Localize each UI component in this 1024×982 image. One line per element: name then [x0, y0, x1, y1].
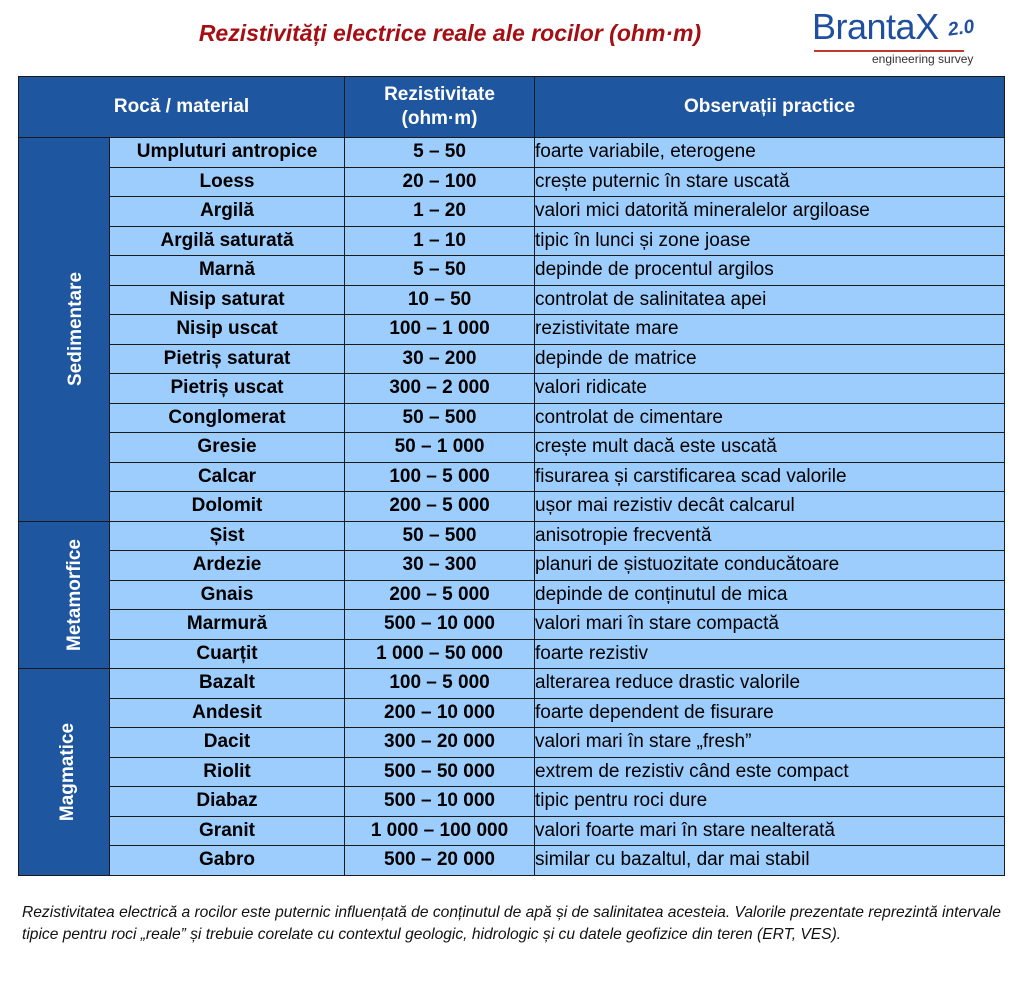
- rock-name: Gresie: [110, 433, 345, 463]
- observation-text: foarte dependent de fisurare: [535, 698, 1005, 728]
- rock-name: Bazalt: [110, 669, 345, 699]
- resistivity-range: 1 – 10: [345, 226, 535, 256]
- observation-text: valori mari în stare compactă: [535, 610, 1005, 640]
- logo-word: Branta: [812, 6, 916, 47]
- rock-name: Șist: [110, 521, 345, 551]
- logo-subtitle: engineering survey: [872, 52, 974, 66]
- rock-name: Riolit: [110, 757, 345, 787]
- table-row: [19, 138, 1005, 168]
- resistivity-range: 50 – 1 000: [345, 433, 535, 463]
- group-name: Magmatice: [57, 722, 79, 821]
- resistivity-range: 100 – 5 000: [345, 669, 535, 699]
- observation-text: depinde de matrice: [535, 344, 1005, 374]
- resistivity-range: 200 – 10 000: [345, 698, 535, 728]
- observation-text: rezistivitate mare: [535, 315, 1005, 345]
- resistivity-range: 500 – 10 000: [345, 787, 535, 817]
- resistivity-range: 30 – 300: [345, 551, 535, 581]
- rock-name: Dacit: [110, 728, 345, 758]
- group-name: Sedimentare: [65, 272, 87, 387]
- table-row: [19, 728, 1005, 758]
- table-row: [19, 285, 1005, 315]
- rock-name: Nisip uscat: [110, 315, 345, 345]
- observation-text: extrem de rezistiv când este compact: [535, 757, 1005, 787]
- header-observations: Observații practice: [535, 77, 1005, 138]
- table-row: [19, 403, 1005, 433]
- observation-text: crește mult dacă este uscată: [535, 433, 1005, 463]
- observation-text: valori mari în stare „fresh”: [535, 728, 1005, 758]
- resistivity-range: 500 – 10 000: [345, 610, 535, 640]
- resistivity-range: 100 – 1 000: [345, 315, 535, 345]
- resistivity-range: 300 – 20 000: [345, 728, 535, 758]
- resistivity-range: 1 – 20: [345, 197, 535, 227]
- resistivity-range: 100 – 5 000: [345, 462, 535, 492]
- table-row: [19, 492, 1005, 522]
- rock-name: Umpluturi antropice: [110, 138, 345, 168]
- observation-text: tipic în lunci și zone joase: [535, 226, 1005, 256]
- rock-name: Conglomerat: [110, 403, 345, 433]
- logo-version: 2.0: [946, 16, 976, 41]
- rock-name: Marmură: [110, 610, 345, 640]
- brantax-logo: [812, 6, 992, 68]
- table-row: [19, 462, 1005, 492]
- table-row: [19, 226, 1005, 256]
- observation-text: depinde de conținutul de mica: [535, 580, 1005, 610]
- table-row: [19, 521, 1005, 551]
- table-row: [19, 256, 1005, 286]
- resistivity-range: 500 – 50 000: [345, 757, 535, 787]
- resistivity-range: 1 000 – 50 000: [345, 639, 535, 669]
- rock-name: Nisip saturat: [110, 285, 345, 315]
- resistivity-range: 30 – 200: [345, 344, 535, 374]
- rock-name: Argilă: [110, 197, 345, 227]
- table-body: [19, 138, 1005, 876]
- rock-name: Andesit: [110, 698, 345, 728]
- observation-text: valori mici datorită mineralelor argiloase: [535, 197, 1005, 227]
- header-rock: Rocă / material: [19, 77, 345, 138]
- observation-text: anisotropie frecventă: [535, 521, 1005, 551]
- rock-name: Ardezie: [110, 551, 345, 581]
- rock-name: Marnă: [110, 256, 345, 286]
- resistivity-range: 200 – 5 000: [345, 492, 535, 522]
- resistivity-range: 50 – 500: [345, 521, 535, 551]
- observation-text: controlat de cimentare: [535, 403, 1005, 433]
- table-row: [19, 197, 1005, 227]
- rock-name: Granit: [110, 816, 345, 846]
- group-label: [19, 521, 110, 669]
- group-label: [19, 669, 110, 876]
- observation-text: foarte variabile, eterogene: [535, 138, 1005, 168]
- table-row: [19, 787, 1005, 817]
- group-name: Metamorfice: [63, 538, 85, 651]
- rock-name: Cuarțit: [110, 639, 345, 669]
- rock-name: Loess: [110, 167, 345, 197]
- observation-text: tipic pentru roci dure: [535, 787, 1005, 817]
- table-row: [19, 167, 1005, 197]
- observation-text: alterarea reduce drastic valorile: [535, 669, 1005, 699]
- rock-name: Gnais: [110, 580, 345, 610]
- resistivity-range: 5 – 50: [345, 256, 535, 286]
- logo-x: X: [915, 6, 939, 47]
- table-row: [19, 433, 1005, 463]
- rock-name: Dolomit: [110, 492, 345, 522]
- observation-text: crește puternic în stare uscată: [535, 167, 1005, 197]
- resistivity-range: 20 – 100: [345, 167, 535, 197]
- observation-text: depinde de procentul argilos: [535, 256, 1005, 286]
- table-row: [19, 757, 1005, 787]
- resistivity-range: 300 – 2 000: [345, 374, 535, 404]
- rock-name: Argilă saturată: [110, 226, 345, 256]
- observation-text: similar cu bazaltul, dar mai stabil: [535, 846, 1005, 876]
- rock-name: Gabro: [110, 846, 345, 876]
- table-row: [19, 580, 1005, 610]
- header-resistivity: Rezistivitate (ohm·m): [345, 77, 535, 138]
- table-row: [19, 698, 1005, 728]
- table-row: [19, 639, 1005, 669]
- group-label: [19, 138, 110, 522]
- table-row: [19, 846, 1005, 876]
- resistivity-range: 50 – 500: [345, 403, 535, 433]
- observation-text: ușor mai rezistiv decât calcarul: [535, 492, 1005, 522]
- table-row: [19, 344, 1005, 374]
- resistivity-table: [18, 76, 1005, 876]
- observation-text: foarte rezistiv: [535, 639, 1005, 669]
- logo-wordmark: [812, 6, 939, 48]
- table-row: [19, 816, 1005, 846]
- observation-text: valori ridicate: [535, 374, 1005, 404]
- observation-text: planuri de șistuozitate conducătoare: [535, 551, 1005, 581]
- table-header-row: [19, 77, 1005, 138]
- table-row: [19, 315, 1005, 345]
- observation-text: fisurarea și carstificarea scad valorile: [535, 462, 1005, 492]
- table-row: [19, 669, 1005, 699]
- footnote: Rezistivitatea electrică a rocilor este puternic influențată de conținutul de apă și de salinitatea acesteia. Valorile prezentate reprezintă intervale tipice pentru roci „reale” și trebuie corelate cu contextul geologic, hidrologic și cu datele geofizice din teren (ERT, VES).: [22, 904, 1001, 943]
- rock-name: Pietriș saturat: [110, 344, 345, 374]
- resistivity-range: 5 – 50: [345, 138, 535, 168]
- observation-text: valori foarte mari în stare nealterată: [535, 816, 1005, 846]
- table-row: [19, 610, 1005, 640]
- observation-text: controlat de salinitatea apei: [535, 285, 1005, 315]
- resistivity-range: 10 – 50: [345, 285, 535, 315]
- resistivity-range: 500 – 20 000: [345, 846, 535, 876]
- resistivity-range: 200 – 5 000: [345, 580, 535, 610]
- resistivity-range: 1 000 – 100 000: [345, 816, 535, 846]
- rock-name: Calcar: [110, 462, 345, 492]
- table-row: [19, 374, 1005, 404]
- rock-name: Diabaz: [110, 787, 345, 817]
- table-row: [19, 551, 1005, 581]
- page-title: Rezistivități electrice reale ale rocilor (ohm·m): [198, 20, 702, 46]
- rock-name: Pietriș uscat: [110, 374, 345, 404]
